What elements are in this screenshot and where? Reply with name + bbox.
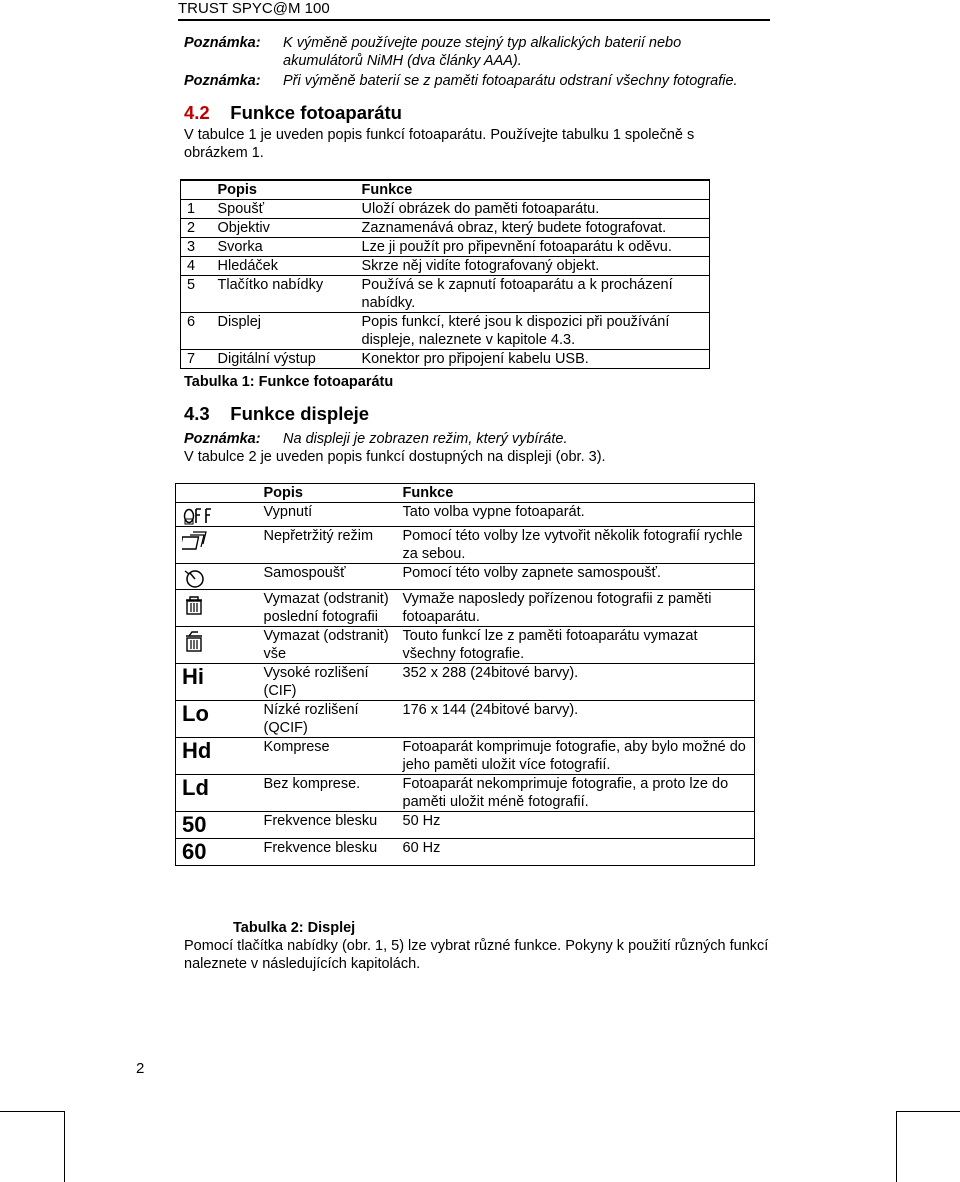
table-row <box>176 627 755 664</box>
table-caption: Tabulka 2: Displej <box>233 920 356 936</box>
note-label: Poznámka: <box>184 73 261 89</box>
crop-mark <box>64 1111 65 1182</box>
row-funkce: Tato volba vypne fotoaparát. <box>403 503 755 527</box>
table-row <box>181 200 710 219</box>
table-row <box>176 527 755 564</box>
header-popis: Popis <box>262 484 403 503</box>
row-popis: Objektiv <box>218 219 358 238</box>
display-functions-table <box>175 483 755 866</box>
display-symbol: 60 <box>176 839 262 866</box>
section-paragraph: V tabulce 2 je uveden popis funkcí dostupných na displeji (obr. 3). <box>184 449 606 465</box>
table-row <box>176 664 755 701</box>
row-funkce: Lze ji použít pro připevnění fotoaparátu k oděvu. <box>358 238 710 257</box>
row-number: 2 <box>181 219 218 238</box>
crop-mark <box>0 1111 64 1112</box>
table-row <box>176 564 755 590</box>
row-funkce: 50 Hz <box>403 812 755 839</box>
self-timer-icon <box>182 567 258 589</box>
power-off-icon <box>182 506 258 526</box>
note <box>184 72 774 90</box>
running-header: TRUST SPYC@M 100 <box>178 0 330 17</box>
note <box>184 430 567 448</box>
table-row <box>181 350 710 369</box>
row-popis: Svorka <box>218 238 358 257</box>
row-popis: Nepřetržitý režim <box>262 527 403 564</box>
row-popis: Digitální výstup <box>218 350 358 369</box>
display-symbol: Lo <box>176 701 262 738</box>
row-popis: Vypnutí <box>262 503 403 527</box>
page-number: 2 <box>136 1060 145 1077</box>
table-row <box>176 812 755 839</box>
section-title: Funkce fotoaparátu <box>230 102 402 123</box>
row-popis: Nízké rozlišení (QCIF) <box>262 701 403 738</box>
row-popis: Tlačítko nabídky <box>218 276 358 313</box>
table-row <box>176 738 755 775</box>
display-symbol: 50 <box>176 812 262 839</box>
section-number: 4.2 <box>184 102 210 123</box>
note-label: Poznámka: <box>184 35 261 51</box>
table-row <box>181 257 710 276</box>
row-number: 7 <box>181 350 218 369</box>
note-text: Na displeji je zobrazen režim, který vybíráte. <box>283 431 568 447</box>
row-funkce: Pomocí této volby lze vytvořit několik fotografií rychle za sebou. <box>403 527 755 564</box>
note-text: Při výměně baterií se z paměti fotoaparátu odstraní všechny fotografie. <box>283 73 738 89</box>
row-funkce: Zaznamenává obraz, který budete fotografovat. <box>358 219 710 238</box>
row-number: 3 <box>181 238 218 257</box>
display-symbol: Hd <box>176 738 262 775</box>
row-funkce: Vymaže naposledy pořízenou fotografii z paměti fotoaparátu. <box>403 590 755 627</box>
table-row <box>176 839 755 866</box>
row-funkce: Uloží obrázek do paměti fotoaparátu. <box>358 200 710 219</box>
row-popis: Bez komprese. <box>262 775 403 812</box>
header-rule <box>178 19 770 21</box>
table-header-row <box>181 180 710 200</box>
table-row <box>176 590 755 627</box>
row-popis: Komprese <box>262 738 403 775</box>
table-row <box>176 503 755 527</box>
row-popis: Samospoušť <box>262 564 403 590</box>
row-funkce: Skrze něj vidíte fotografovaný objekt. <box>358 257 710 276</box>
table-row <box>176 775 755 812</box>
delete-last-icon <box>182 593 258 617</box>
crop-mark <box>896 1111 960 1112</box>
row-number: 5 <box>181 276 218 313</box>
table-caption: Tabulka 1: Funkce fotoaparátu <box>184 374 394 390</box>
header-funkce: Funkce <box>358 180 710 200</box>
crop-mark <box>896 1111 897 1182</box>
table-row <box>181 276 710 313</box>
note <box>184 34 774 70</box>
table-header-row <box>176 484 755 503</box>
section-heading-4-3 <box>184 403 369 425</box>
header-popis: Popis <box>218 180 358 200</box>
row-funkce: Touto funkcí lze z paměti fotoaparátu vymazat všechny fotografie. <box>403 627 755 664</box>
row-funkce: Konektor pro připojení kabelu USB. <box>358 350 710 369</box>
row-popis: Vymazat (odstranit) vše <box>262 627 403 664</box>
row-popis: Frekvence blesku <box>262 839 403 866</box>
section-heading-4-2 <box>184 102 402 124</box>
section-title: Funkce displeje <box>230 403 370 424</box>
closing-paragraph: Pomocí tlačítka nabídky (obr. 1, 5) lze vybrat různé funkce. Pokyny k použití různých funkcí naleznete v následujících kapitolách. <box>184 938 769 972</box>
table-row <box>176 701 755 738</box>
row-popis: Vysoké rozlišení (CIF) <box>262 664 403 701</box>
continuous-mode-icon <box>182 530 258 552</box>
row-funkce: Používá se k zapnutí fotoaparátu a k procházení nabídky. <box>358 276 710 313</box>
row-funkce: 352 x 288 (24bitové barvy). <box>403 664 755 701</box>
section-paragraph: V tabulce 1 je uveden popis funkcí fotoaparátu. Používejte tabulku 1 společně s obrázkem 1. <box>184 127 695 161</box>
row-popis: Spoušť <box>218 200 358 219</box>
display-symbol: Hi <box>176 664 262 701</box>
header-funkce: Funkce <box>403 484 755 503</box>
row-number: 4 <box>181 257 218 276</box>
row-funkce: Fotoaparát nekomprimuje fotografie, a proto lze do paměti uložit méně fotografií. <box>403 775 755 812</box>
display-symbol: Ld <box>176 775 262 812</box>
row-popis: Displej <box>218 313 358 350</box>
note-label: Poznámka: <box>184 431 261 447</box>
row-funkce: Fotoaparát komprimuje fotografie, aby bylo možné do jeho paměti uložit více fotografií. <box>403 738 755 775</box>
row-popis: Vymazat (odstranit) poslední fotografii <box>262 590 403 627</box>
row-funkce: Pomocí této volby zapnete samospoušť. <box>403 564 755 590</box>
row-popis: Frekvence blesku <box>262 812 403 839</box>
notes-block <box>184 34 774 92</box>
row-funkce: Popis funkcí, které jsou k dispozici při používání displeje, naleznete v kapitole 4.3. <box>358 313 710 350</box>
row-funkce: 176 x 144 (24bitové barvy). <box>403 701 755 738</box>
row-number: 6 <box>181 313 218 350</box>
camera-functions-table <box>180 179 710 369</box>
table-row <box>181 219 710 238</box>
row-number: 1 <box>181 200 218 219</box>
note-text: K výměně používejte pouze stejný typ alkalických baterií nebo akumulátorů NiMH (dva články AAA). <box>283 35 682 69</box>
section-number: 4.3 <box>184 403 210 424</box>
row-popis: Hledáček <box>218 257 358 276</box>
delete-all-icon <box>182 630 258 654</box>
row-funkce: 60 Hz <box>403 839 755 866</box>
table-row <box>181 238 710 257</box>
table-row <box>181 313 710 350</box>
